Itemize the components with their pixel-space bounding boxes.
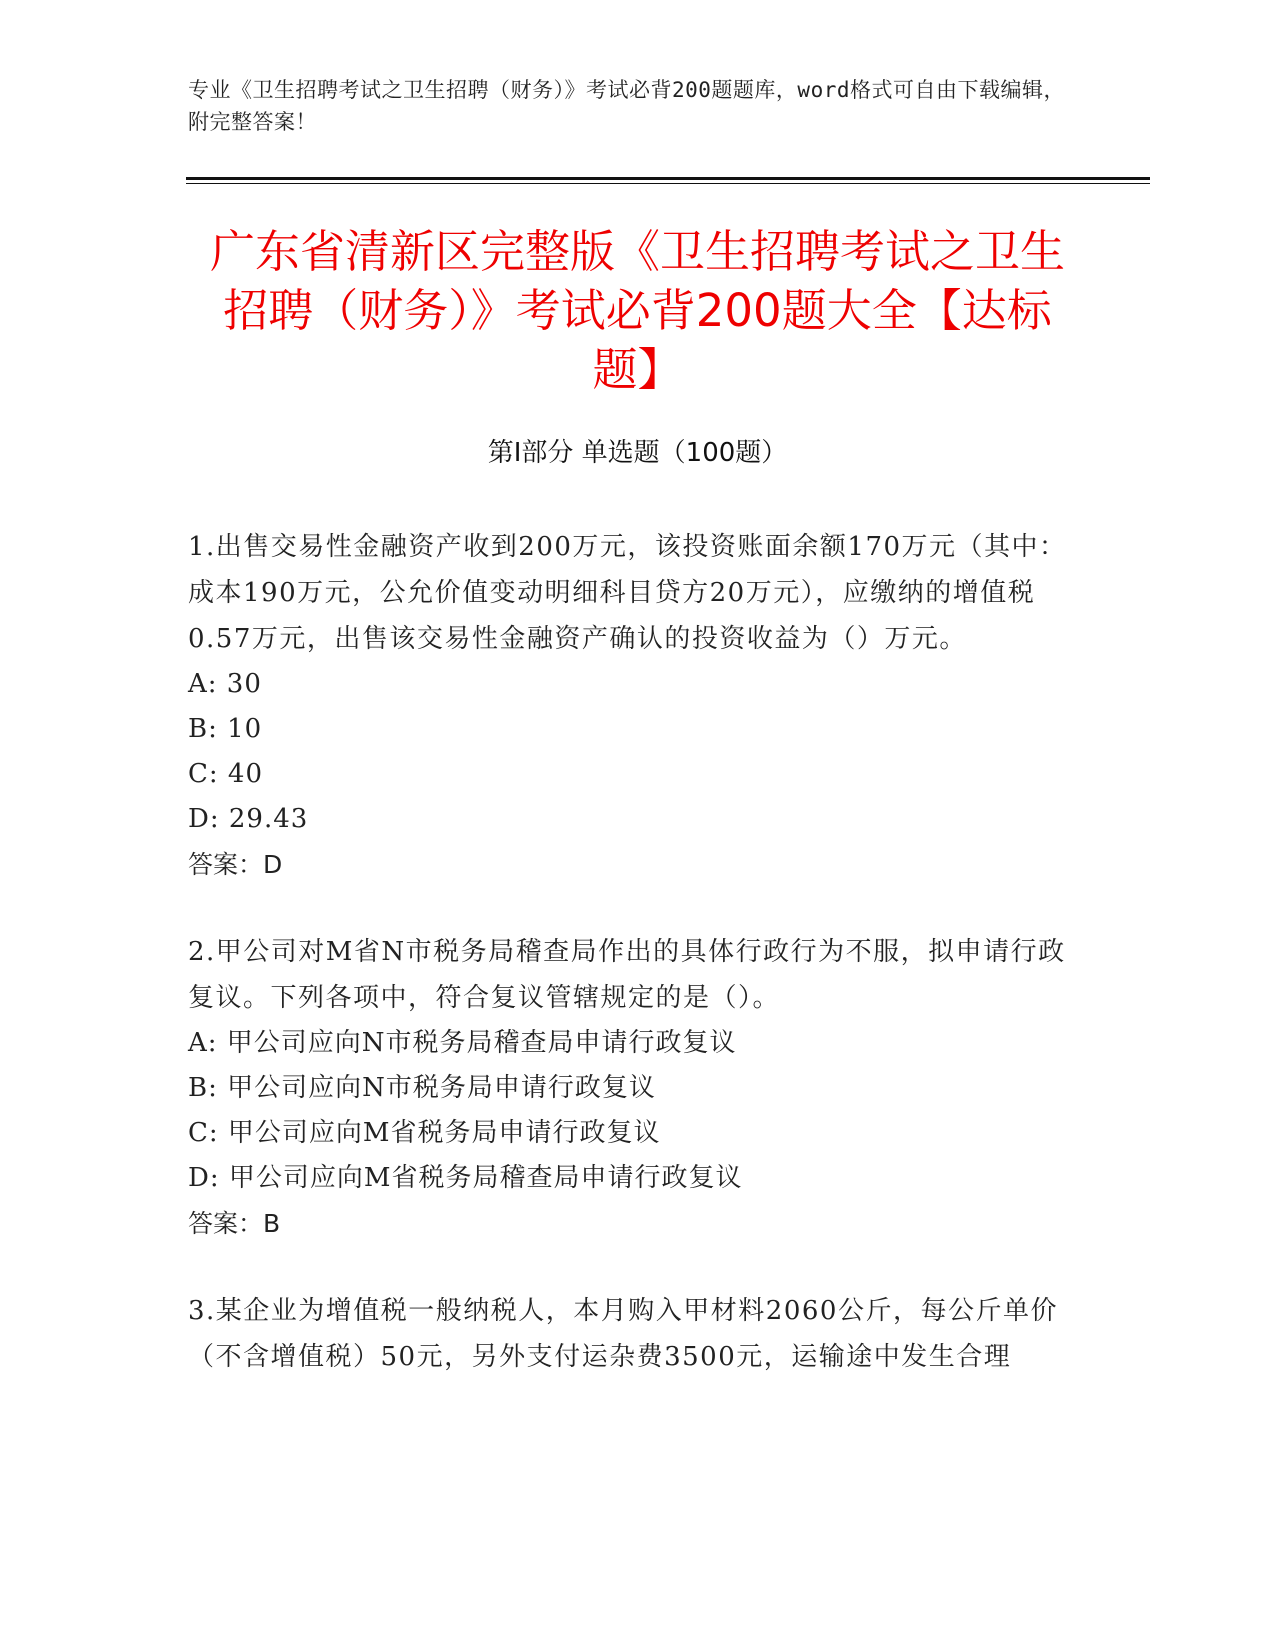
answer-label: 答案：B	[188, 1209, 281, 1238]
option-d: D: 甲公司应向M省税务局稽查局申请行政复议	[188, 1163, 743, 1193]
section-title: 第Ⅰ部分 单选题（100题）	[487, 438, 788, 468]
header-note: 专业《卫生招聘考试之卫生招聘（财务）》考试必背200题题库，word格式可自由下载编辑，附完整答案！	[188, 78, 1065, 134]
question-2	[188, 929, 1078, 1246]
option-c: C: 甲公司应向M省税务局申请行政复议	[188, 1118, 661, 1148]
question-1	[188, 524, 1078, 887]
option-a: A: 30	[188, 669, 262, 699]
header-divider-thin	[186, 183, 1150, 184]
option-b: B: 10	[188, 714, 263, 744]
option-d: D: 29.43	[188, 804, 309, 834]
question-stem: 3.某企业为增值税一般纳税人，本月购入甲材料2060公斤，每公斤单价（不含增值税）50元，另外支付运杂费3500元，运输途中发生合理	[188, 1296, 1058, 1372]
option-b: B: 甲公司应向N市税务局申请行政复议	[188, 1073, 656, 1103]
question-3	[188, 1288, 1078, 1380]
option-c: C: 40	[188, 759, 264, 789]
answer-label: 答案：D	[188, 850, 283, 879]
question-list	[188, 524, 1078, 1422]
document-title: 广东省清新区完整版《卫生招聘考试之卫生招聘（财务）》考试必背200题大全【达标题】	[209, 225, 1065, 396]
question-stem: 1.出售交易性金融资产收到200万元，该投资账面余额170万元（其中：成本190万元，公允价值变动明细科目贷方20万元），应缴纳的增值税0.57万元，出售该交易性金融资产确认的投资收益为（）万元。	[188, 532, 1067, 654]
header-divider-thick	[186, 177, 1150, 180]
option-a: A: 甲公司应向N市税务局稽查局申请行政复议	[188, 1028, 737, 1058]
question-stem: 2.甲公司对M省N市税务局稽查局作出的具体行政行为不服，拟申请行政复议。下列各项中，符合复议管辖规定的是（）。	[188, 937, 1066, 1013]
